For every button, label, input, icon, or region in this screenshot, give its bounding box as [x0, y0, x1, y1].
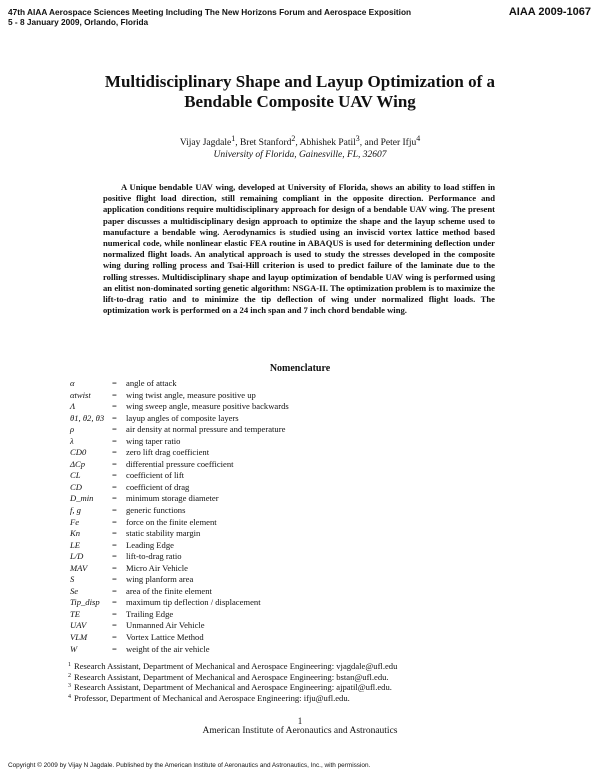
nomenclature-equals: = [112, 435, 117, 446]
nomenclature-symbol: α [70, 378, 75, 388]
nomenclature-symbol: Λ [70, 401, 76, 412]
nomenclature-entry [70, 551, 289, 563]
nomenclature-entry [70, 401, 289, 413]
nomenclature-entry [70, 586, 289, 598]
nomenclature-equals: = [112, 470, 117, 481]
nomenclature-entry [70, 632, 289, 644]
nomenclature-equals: = [112, 597, 117, 608]
nomenclature-symbol: αtwist [70, 389, 91, 400]
nomenclature-equals: = [112, 539, 117, 550]
nomenclature-entry [70, 482, 289, 494]
nomenclature-definition: coefficient of drag [126, 481, 190, 492]
nomenclature-definition: Leading Edge [126, 539, 174, 550]
nomenclature-equals: = [112, 424, 117, 435]
nomenclature-definition: force on the finite element [126, 516, 217, 527]
author-footnote-mark: 4 [416, 134, 421, 143]
footnote-text: Research Assistant, Department of Mechanical and Aerospace Engineering: vjagdale@ufl.edu [74, 661, 398, 671]
nomenclature-definition: Trailing Edge [126, 608, 174, 619]
nomenclature-symbol: θ1, θ2, θ3 [70, 412, 105, 423]
paper-title [40, 72, 560, 112]
nomenclature-entry [70, 390, 289, 402]
author-name: Abhishek Patil [299, 138, 356, 149]
nomenclature-entry [70, 574, 289, 586]
page-number: 1 [297, 716, 303, 726]
nomenclature-equals: = [112, 585, 117, 596]
footnote-mark: 2 [68, 672, 71, 679]
nomenclature-symbol: Kn [70, 528, 81, 539]
publisher-line: American Institute of Aeronautics and Astronautics [202, 726, 398, 736]
nomenclature-symbol: ΔCp [70, 458, 86, 469]
nomenclature-entry [70, 644, 289, 656]
nomenclature-symbol: CD [70, 481, 82, 492]
nomenclature-definition: wing sweep angle, measure positive backwards [126, 401, 289, 412]
paper-number: AIAA 2009-1067 [508, 6, 591, 18]
nomenclature-symbol: LE [70, 539, 81, 550]
nomenclature-symbol: Tip_disp [70, 597, 100, 608]
nomenclature-equals: = [112, 401, 117, 412]
nomenclature-definition: wing planform area [126, 574, 194, 585]
author-footnote-mark: 3 [355, 134, 360, 143]
author-name: Bret Stanford [239, 138, 292, 149]
footnote [68, 660, 397, 671]
nomenclature-entry [70, 563, 289, 575]
nomenclature-equals: = [112, 493, 117, 504]
nomenclature-symbol: ρ [70, 424, 75, 435]
nomenclature-definition: differential pressure coefficient [126, 458, 234, 469]
nomenclature-entry [70, 470, 289, 482]
nomenclature-definition: minimum storage diameter [126, 493, 219, 504]
nomenclature-entry [70, 378, 289, 390]
footnote [68, 692, 397, 703]
nomenclature-entry [70, 528, 289, 540]
nomenclature-equals: = [112, 516, 117, 527]
nomenclature-equals: = [112, 412, 117, 423]
nomenclature-definition: angle of attack [126, 378, 177, 388]
author-list: Vijay Jagdale$^1$, Bret Stanford$^2$, Abhishek Patil$^3$, and Peter Ifju$^4$ [179, 134, 421, 149]
nomenclature-definition: Micro Air Vehicle [126, 562, 188, 573]
nomenclature-definition: wing taper ratio [126, 435, 181, 446]
nomenclature-equals: = [112, 562, 117, 573]
footnote-mark: 4 [68, 693, 71, 700]
nomenclature-symbol: W [70, 643, 78, 654]
nomenclature-equals: = [112, 528, 117, 539]
author-footnote-mark: 2 [291, 134, 296, 143]
nomenclature-symbol: MAV [70, 562, 88, 573]
nomenclature-definition: air density at normal pressure and temperature [126, 424, 286, 435]
nomenclature-heading: Nomenclature [269, 363, 331, 374]
nomenclature-equals: = [112, 643, 117, 654]
nomenclature-definition: Vortex Lattice Method [126, 632, 204, 643]
footnote [68, 671, 397, 682]
nomenclature-equals: = [112, 389, 117, 400]
nomenclature-symbol: D_min [70, 493, 94, 504]
author-name: Peter Ifju [380, 138, 417, 149]
footnote-text: Research Assistant, Department of Mechanical and Aerospace Engineering: bstan@ufl.edu. [74, 671, 389, 682]
nomenclature-symbol: CD0 [70, 447, 87, 458]
nomenclature-symbol: Fe [70, 516, 80, 527]
footnote-mark: 3 [68, 683, 71, 689]
nomenclature-equals: = [112, 378, 117, 388]
conference-name: 47th AIAA Aerospace Sciences Meeting Including The New Horizons Forum and Aerospace Exposition [8, 7, 412, 17]
nomenclature-entry [70, 447, 289, 459]
nomenclature-entry [70, 620, 289, 632]
footnote-text: Professor, Department of Mechanical and Aerospace Engineering: ifju@ufl.edu. [74, 692, 350, 703]
conference-dates: 5 - 8 January 2009, Orlando, Florida [8, 17, 149, 27]
nomenclature-symbol: UAV [70, 620, 87, 631]
title-line-2: Bendable Composite UAV Wing [184, 92, 416, 111]
nomenclature-symbol: S [70, 574, 75, 585]
author-footnote-mark: 1 [231, 134, 236, 143]
nomenclature-definition: area of the finite element [126, 585, 212, 596]
nomenclature-entry [70, 609, 289, 621]
nomenclature-entry [70, 517, 289, 529]
nomenclature-entry [70, 424, 289, 436]
nomenclature-definition: weight of the air vehicle [126, 643, 210, 654]
title-line-1: Multidisciplinary Shape and Layup Optimization of a [104, 72, 496, 91]
conference-header [8, 7, 411, 27]
nomenclature-entry [70, 436, 289, 448]
author-block [40, 133, 560, 161]
nomenclature-symbol: L/D [70, 551, 84, 562]
nomenclature-definition: coefficient of lift [126, 470, 185, 481]
nomenclature-definition: generic functions [126, 505, 186, 516]
nomenclature-symbol: f, g [70, 505, 81, 516]
nomenclature-equals: = [112, 574, 117, 585]
abstract: A Unique bendable UAV wing, developed at University of Florida, shows an ability to load stiffen in positive flight load direction, still remaining compliant in the opposite direction. Performance and application conditions require multidisciplinary approach for design of a bendable UAV wing. The present paper discusses a multidisciplinary design approach to optimize the shape and the layup scheme used to manufacture a bendable wing. Aerodynamics is studied using an inviscid vortex lattice method based numerical code, while nonlinear elastic FEA routine in ABAQUS is used for determining deflection under normalized flight loads. An analytical approach is used to study the stresses developed in the composite wing during rolling process and Tsai-Hill criterion is used to predict failure of the laminate due to the rolling stresses. Multidisciplinary shape and layup optimization of bendable UAV wing is performed using an elitist non-dominated sorting genetic algorithm: NSGA-II. The optimization problem is to maximize the lift-to-drag ratio and to minimize the tip deflection of wing under normalized flight loads. The optimization work is performed on a 24 inch span and 7 inch chord bendable wing. [103, 182, 495, 316]
nomenclature-equals: = [112, 505, 117, 516]
nomenclature-definition: zero lift drag coefficient [126, 447, 210, 458]
nomenclature-equals: = [112, 447, 117, 458]
nomenclature-symbol: TE [70, 608, 81, 619]
nomenclature-definition: wing twist angle, measure positive up [126, 389, 256, 400]
nomenclature-entry [70, 413, 289, 425]
nomenclature-equals: = [112, 608, 117, 619]
nomenclature-symbol: VLM [70, 632, 88, 643]
nomenclature-symbol: λ [70, 435, 74, 446]
nomenclature-definition: layup angles of composite layers [126, 412, 239, 423]
footnote [68, 681, 397, 692]
nomenclature-definition: maximum tip deflection / displacement [126, 597, 261, 608]
copyright-notice: Copyright © 2009 by Vijay N Jagdale. Published by the American Institute of Aeronautics and Astronautics, Inc., with permission. [8, 762, 371, 769]
nomenclature-symbol: CL [70, 470, 81, 481]
nomenclature-definition: lift-to-drag ratio [126, 551, 182, 562]
author-name: Vijay Jagdale [179, 138, 232, 149]
nomenclature-definition: Unmanned Air Vehicle [126, 620, 205, 631]
footnote-list [68, 660, 397, 702]
footnote-text: Research Assistant, Department of Mechanical and Aerospace Engineering: ajpatil@ufl.edu. [74, 682, 392, 692]
nomenclature-definition: static stability margin [126, 528, 201, 539]
nomenclature-entry [70, 505, 289, 517]
nomenclature-equals: = [112, 620, 117, 631]
nomenclature-entry [70, 540, 289, 552]
nomenclature-equals: = [112, 551, 117, 562]
nomenclature-entry [70, 459, 289, 471]
nomenclature-list [70, 378, 289, 655]
nomenclature-entry [70, 597, 289, 609]
footnote-mark: 1 [68, 662, 71, 668]
nomenclature-symbol: Se [70, 585, 79, 596]
nomenclature-equals: = [112, 632, 117, 643]
nomenclature-equals: = [112, 481, 117, 492]
nomenclature-entry [70, 493, 289, 505]
nomenclature-equals: = [112, 458, 117, 469]
affiliation: University of Florida, Gainesville, FL, 32607 [213, 150, 387, 161]
